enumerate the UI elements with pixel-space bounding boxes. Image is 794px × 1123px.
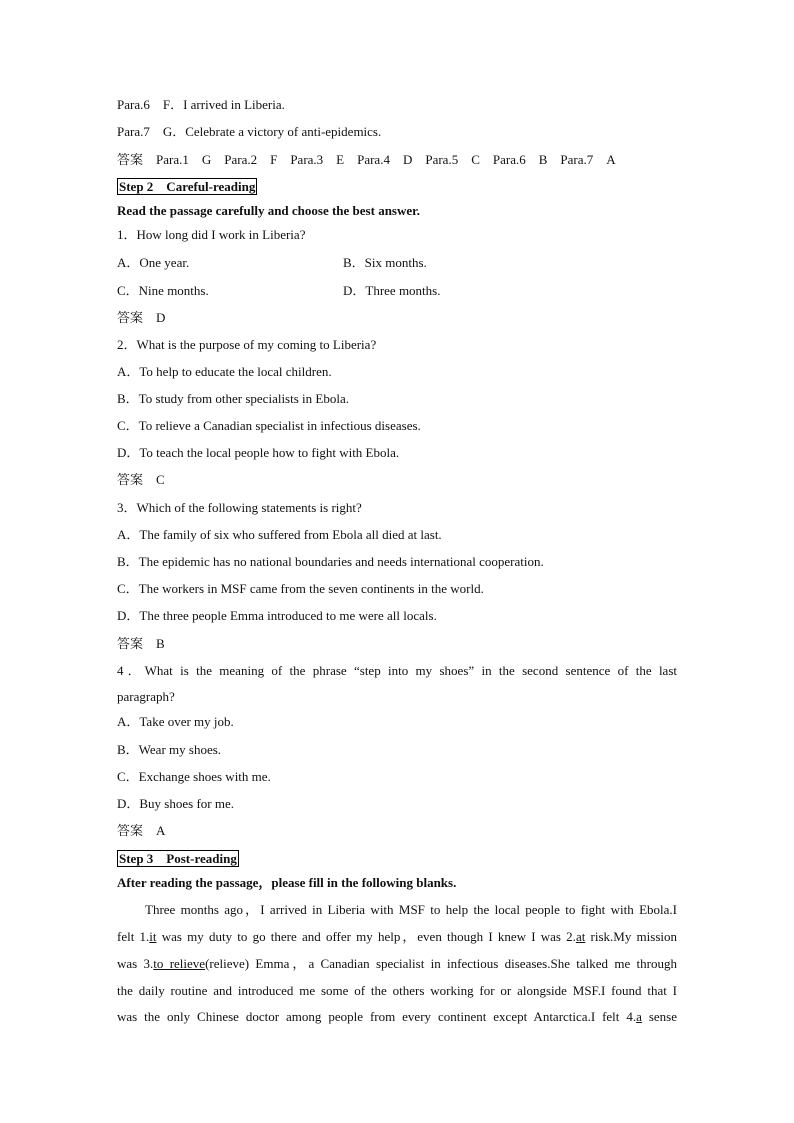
q4-option-c: C．Exchange shoes with me. [117,769,271,784]
passage-line-2 [117,929,677,945]
q1-answer: 答案 D [117,310,166,325]
q1-option-c: C．Nine months. [117,283,209,298]
passage-text: was 3. [117,956,154,971]
passage-text: sense [641,1009,677,1024]
q3-question: 3．Which of the following statements is right? [117,500,362,515]
summary-line-7: Para.7 G．Celebrate a victory of anti-epidemics. [117,124,382,139]
q2-option-a: A．To help to educate the local children. [117,364,332,379]
q2-option-d: D．To teach the local people how to fight with Ebola. [117,445,400,460]
passage-text: risk.My mission [585,929,677,944]
q4-question-line2: paragraph? [117,689,175,704]
step3-header [117,851,239,867]
q1-option-b: B．Six months. [343,255,427,270]
blank-answer-3: to relieve [153,956,206,971]
step2-instruction: Read the passage carefully and choose the best answer. [117,203,420,218]
step3-instruction: After reading the passage，please fill in the following blanks. [117,875,457,890]
step3-header-label: Step 3 Post-reading [119,851,237,866]
q3-option-d: D．The three people Emma introduced to me were all locals. [117,608,437,623]
summary-answer: 答案 Para.1 G Para.2 F Para.3 E Para.4 D Para.5 C Para.6 B Para.7 A [117,152,616,167]
passage-text: felt 1. [117,929,150,944]
passage-text: was the only Chinese doctor among people from every continent except Antarctica.I felt 4. [117,1009,637,1024]
q1-option-a: A．One year. [117,255,190,270]
passage-text: was my duty to go there and offer my help，even though I knew I was 2. [156,929,576,944]
passage-text: (relieve) Emma，a Canadian specialist in infectious diseases.She talked me through [205,956,677,971]
q2-question: 2．What is the purpose of my coming to Liberia? [117,337,377,352]
blank-answer-4: a [636,1009,642,1024]
q1-question: 1．How long did I work in Liberia? [117,227,306,242]
q2-option-c: C．To relieve a Canadian specialist in infectious diseases. [117,418,421,433]
step2-header-label: Step 2 Careful-reading [119,179,256,194]
passage-line-3 [117,956,677,972]
blank-answer-2: at [575,929,586,944]
q3-option-a: A．The family of six who suffered from Ebola all died at last. [117,527,442,542]
q4-answer: 答案 A [117,823,166,838]
q3-answer: 答案 B [117,636,165,651]
step2-header [117,179,257,195]
q4-question-line1: 4．What is the meaning of the phrase “step into my shoes” in the second sentence of the last [117,663,677,678]
passage-line-1: Three months ago，I arrived in Liberia with MSF to help the local people to fight with Ebola.I [145,902,677,917]
q2-option-b: B．To study from other specialists in Ebola. [117,391,349,406]
q3-option-b: B．The epidemic has no national boundaries and needs international cooperation. [117,554,544,569]
q4-option-d: D．Buy shoes for me. [117,796,234,811]
passage-line-4: the daily routine and introduced me some of the others working for or alongside MSF.I found that I [117,983,677,998]
q4-option-a: A．Take over my job. [117,714,234,729]
q2-answer: 答案 C [117,472,165,487]
summary-line-6: Para.6 F．I arrived in Liberia. [117,97,285,112]
q1-option-d: D．Three months. [343,283,441,298]
q4-option-b: B．Wear my shoes. [117,742,222,757]
blank-answer-1: it [149,929,157,944]
q3-option-c: C．The workers in MSF came from the seven continents in the world. [117,581,484,596]
passage-line-5 [117,1009,677,1025]
